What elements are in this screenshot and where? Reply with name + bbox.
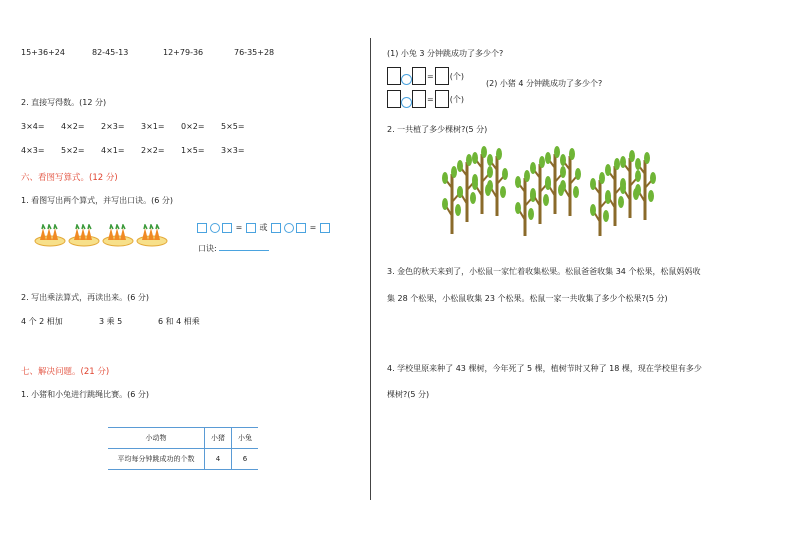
mult-problem: 2×3=: [101, 122, 125, 131]
question-4-line-1: 4. 学校里原来种了 43 棵树，今年死了 5 棵，植树节时又种了 18 棵，现在学校里有多少: [387, 364, 702, 373]
mult-problem: 1×5=: [181, 146, 205, 155]
question-2-title: 2. 直接写得数。(12 分): [21, 98, 107, 107]
vertical-calc-2: 82-45-13: [92, 48, 129, 57]
jump-rope-table: [108, 427, 258, 470]
mult-problem: 5×2=: [61, 146, 85, 155]
answer-box[interactable]: [271, 223, 281, 233]
phrase: 4 个 2 相加: [21, 317, 63, 326]
answer-box[interactable]: [246, 223, 256, 233]
mult-problem: 3×1=: [141, 122, 165, 131]
vertical-calc-3: 12+79-36: [163, 48, 204, 57]
table-header: 小动物: [108, 428, 205, 449]
or-text: 或: [259, 223, 268, 232]
answer-box[interactable]: [222, 223, 232, 233]
mult-problem: 2×2=: [141, 146, 165, 155]
koujue-answer-line[interactable]: [219, 242, 269, 251]
vertical-calc-1: 15+36+24: [21, 48, 65, 57]
answer-box[interactable]: [412, 90, 426, 108]
answer-box[interactable]: [296, 223, 306, 233]
carrot-plates-image: [34, 224, 170, 248]
table-row-label: 平均每分钟跳成功的个数: [108, 449, 205, 470]
mult-problem: 5×5=: [221, 122, 245, 131]
sub-question-1: (1) 小兔 3 分钟跳成功了多少个?: [387, 49, 504, 58]
equals-sign: =: [427, 71, 434, 81]
mult-problem: 3×3=: [221, 146, 245, 155]
answer-box[interactable]: [387, 90, 401, 108]
mult-problem: 4×1=: [101, 146, 125, 155]
equals-sign: =: [427, 94, 434, 104]
answer-row-1: [387, 67, 465, 85]
table-header: 小猪: [205, 428, 232, 449]
mult-problem: 3×4=: [21, 122, 45, 131]
answer-box[interactable]: [412, 67, 426, 85]
unit-label: (个): [449, 94, 464, 104]
vertical-calc-4: 76-35+28: [234, 48, 275, 57]
answer-box[interactable]: [435, 67, 449, 85]
operator-circle[interactable]: [401, 74, 412, 85]
koujue-row: [198, 242, 269, 254]
question-3-line-1: 3. 金色的秋天来到了，小松鼠一家忙着收集松果。松鼠爸爸收集 34 个松果，松鼠妈妈收: [387, 267, 701, 276]
sub-question-2: (2) 小猪 4 分钟跳成功了多少个?: [486, 79, 603, 88]
answer-box[interactable]: [387, 67, 401, 85]
question-4-line-2: 棵树?(5 分): [387, 390, 430, 399]
answer-row-2: [387, 90, 465, 108]
phrase: 3 乘 5: [99, 317, 123, 326]
operator-circle[interactable]: [284, 223, 294, 233]
table-header-row: [108, 428, 258, 449]
table-cell: 4: [205, 449, 232, 470]
section-6-title: 六、看图写算式。(12 分): [21, 173, 118, 183]
phrase: 6 和 4 相乘: [158, 317, 200, 326]
answer-box[interactable]: [197, 223, 207, 233]
section-7-q1: 1. 小猪和小兔进行跳绳比赛。(6 分): [21, 390, 150, 399]
column-divider: [370, 38, 371, 500]
equals-sign: =: [235, 223, 243, 232]
question-3-line-2: 集 28 个松果，小松鼠收集 23 个松果。松鼠一家一共收集了多少个松果?(5 分): [387, 294, 668, 303]
operator-circle[interactable]: [210, 223, 220, 233]
section-6-q1: 1. 看图写出两个算式，并写出口诀。(6 分): [21, 196, 174, 205]
mult-problem: 0×2=: [181, 122, 205, 131]
answer-box[interactable]: [435, 90, 449, 108]
operator-circle[interactable]: [401, 97, 412, 108]
table-cell: 6: [232, 449, 259, 470]
section-7-title: 七、解决问题。(21 分): [21, 367, 110, 377]
mult-problem: 4×3=: [21, 146, 45, 155]
equals-sign: =: [309, 223, 317, 232]
unit-label: (个): [449, 71, 464, 81]
section-6-q2: 2. 写出乘法算式，再读出来。(6 分): [21, 293, 150, 302]
table-row: [108, 449, 258, 470]
mult-problem: 4×2=: [61, 122, 85, 131]
question-2-trees: 2. 一共植了多少棵树?(5 分): [387, 125, 488, 134]
table-header: 小兔: [232, 428, 259, 449]
trees-image: [440, 146, 670, 236]
koujue-label: 口诀:: [198, 244, 217, 253]
equation-answer-boxes: [197, 222, 330, 233]
answer-box[interactable]: [320, 223, 330, 233]
